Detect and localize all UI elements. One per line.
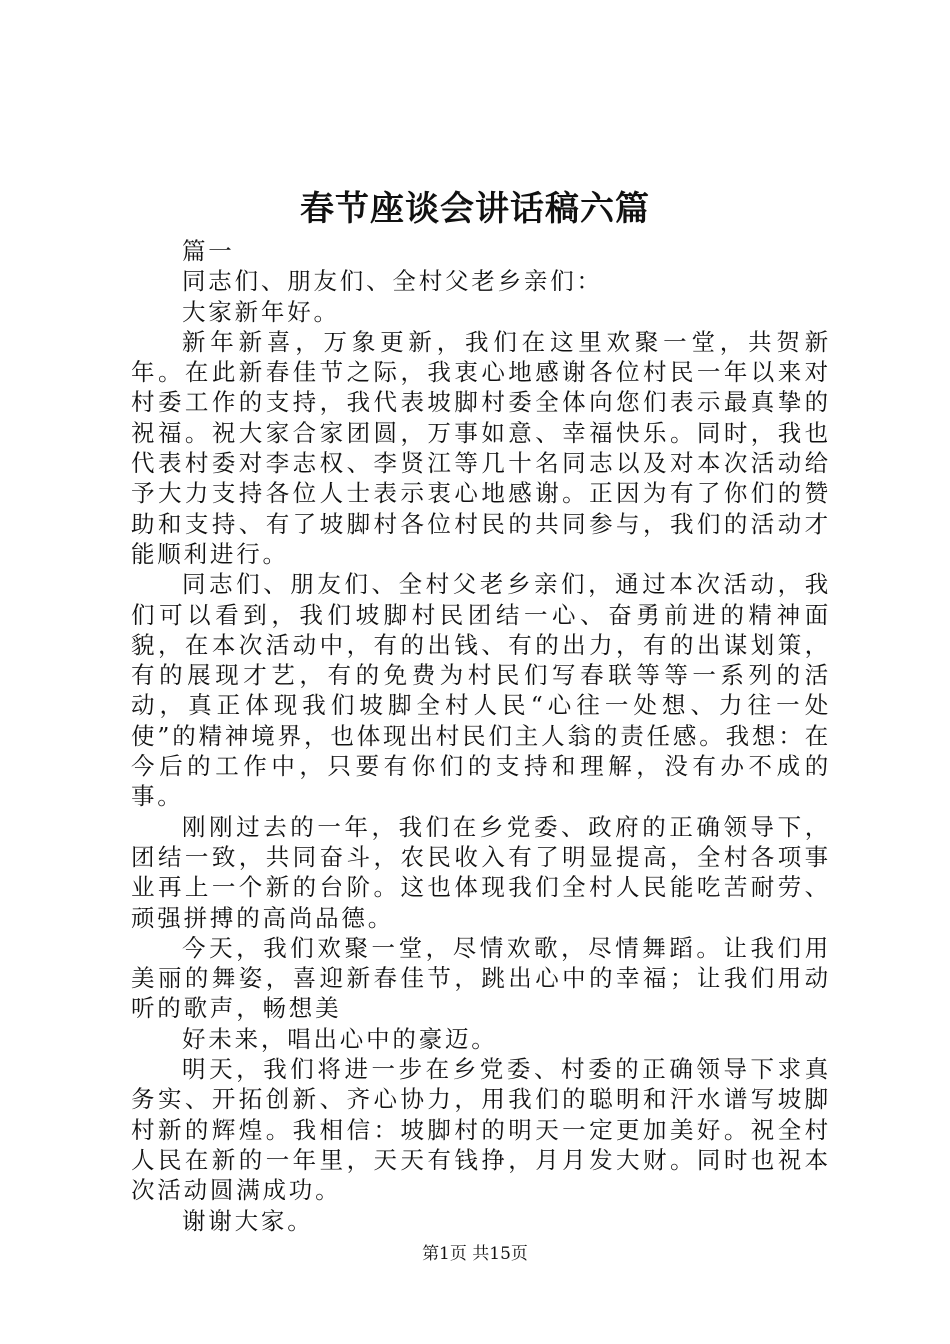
document-title: 春节座谈会讲话稿六篇 [300,189,650,229]
greeting: 大家新年好。 [182,297,340,326]
document-body [131,236,831,1236]
salutation: 同志们、朋友们、全村父老乡亲们： [182,267,603,296]
paragraph: 新年新喜，万象更新，我们在这里欢聚一堂，共贺新年。在此新春佳节之际，我衷心地感谢各位村民一年以来对村委工作的支持，我代表坡脚村委全体向您们表示最真挚的祝福。祝大家合家团圆，万事如意、幸福快乐。同时，我也代表村委对李志权、李贤江等几十名同志以及对本次活动给予大力支持各位人士表示衷心地感谢。正因为有了你们的赞助和支持、有了坡脚村各位村民的共同参与，我们的活动才能顺利进行。 [131,327,831,568]
page-footer: 第1页 共15页 [422,1244,528,1264]
paragraph: 今天，我们欢聚一堂，尽情欢歌，尽情舞蹈。让我们用美丽的舞姿，喜迎新春佳节，跳出心中的幸福；让我们用动听的歌声，畅想美 [131,933,831,1023]
section-heading: 篇一 [182,237,235,265]
paragraph: 好未来，唱出心中的豪迈。 [182,1024,498,1053]
paragraph: 刚刚过去的一年，我们在乡党委、政府的正确领导下，团结一致，共同奋斗，农民收入有了明显提高，全村各项事业再上一个新的台阶。这也体现我们全村人民能吃苦耐劳、顽强拼搏的高尚品德。 [131,812,831,932]
paragraph: 明天，我们将进一步在乡党委、村委的正确领导下求真务实、开拓创新、齐心协力，用我们的聪明和汗水谱写坡脚村新的辉煌。我相信：坡脚村的明天一定更加美好。祝全村人民在新的一年里，天天有钱挣，月月发大财。同时也祝本次活动圆满成功。 [131,1055,831,1205]
paragraph: 同志们、朋友们、全村父老乡亲们，通过本次活动，我们可以看到，我们坡脚村民团结一心、奋勇前进的精神面貌，在本次活动中，有的出钱、有的出力，有的出谋划策，有的展现才艺，有的免费为村民们写春联等等一系列的活动，真正体现我们坡脚全村人民“心往一处想、力往一处使”的精神境界，也体现出村民们主人翁的责任感。我想：在今后的工作中，只要有你们的支持和理解，没有办不成的事。 [131,570,831,811]
closing: 谢谢大家。 [182,1206,314,1235]
